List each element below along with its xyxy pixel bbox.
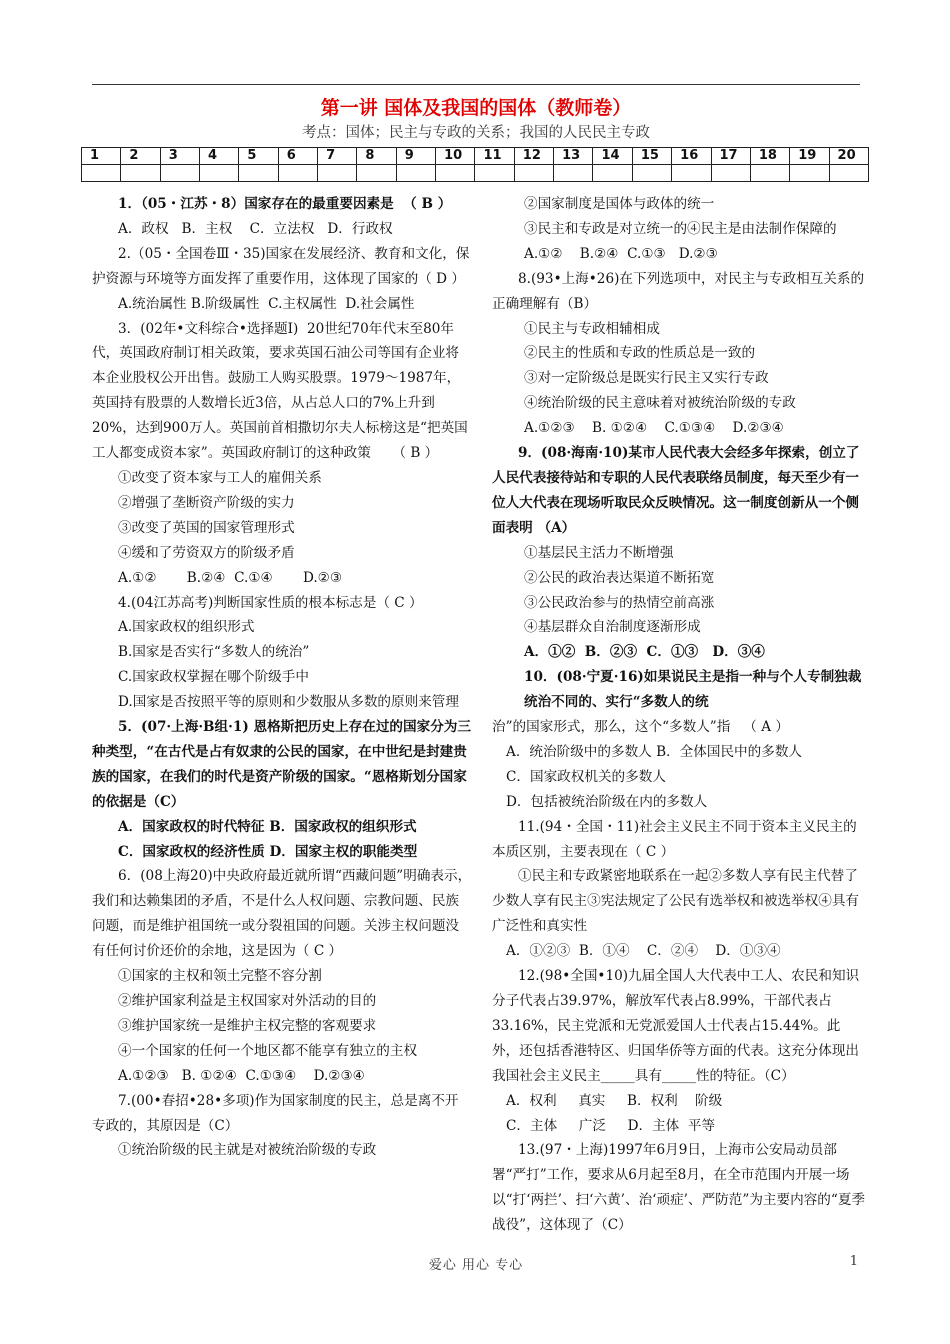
question-line: 7.(00•春招•28•多项)作为国家制度的民主，总是离不开专政的，其原因是（C） [92, 1092, 459, 1134]
question-line: 11.(94・全国・11)社会主义民主不同于资本主义民主的本质区别，主要表现在（ C ） [492, 818, 857, 860]
question-line: ①国家的主权和领土完整不容分割 [118, 968, 322, 985]
question-line: C．主体 广泛 D．主体 平等 [506, 1117, 716, 1134]
question-line: 10．(08·宁夏·16)如果说民主是指一种与个人专制独裁统治不同的、实行“多数人的统 [524, 669, 862, 711]
question-line: 1．（05・江苏・8）国家存在的最重要因素是 （ B ） [118, 196, 452, 212]
question-line: 3．(02年•文科综合•选择题Ⅰ) 20世纪70年代末至80年代，英国政府制订相关政策，要求英国石油公司等国有企业将本企业股权公开出售。鼓励工人购买股票。1979～1987年，英国持有股票的人数增长近3倍，从占总人口的7%上升到20%，达到900万人。英国前首相撒切尔夫人标榜这是“把英国工人都变成资本家”。英国政府制订的这种政策 （ B ） [92, 320, 468, 462]
question-line: 8.(93•上海•26)在下列选项中，对民主与专政相互关系的正确理解有（B） [492, 270, 865, 312]
answer-number-cell: 5 [239, 148, 278, 165]
answer-blank-cell [475, 165, 514, 182]
answer-blank-cell [239, 165, 278, 182]
answer-blank-cell [82, 165, 121, 182]
answer-number-cell: 11 [475, 148, 514, 165]
question-line: A．权利 真实 B．权利 阶级 [506, 1092, 723, 1109]
question-line: 治”的国家形式，那么，这个“多数人”指 （ A ） [492, 719, 789, 736]
question-line: ②国家制度是国体与政体的统一 [524, 196, 715, 212]
question-line: C．国家政权机关的多数人 [506, 768, 666, 785]
page-title: 第一讲 国体及我国的国体（教师卷） [320, 97, 632, 119]
answer-table-header-row [82, 148, 869, 165]
answer-number-cell: 20 [829, 148, 868, 165]
answer-number-cell: 10 [436, 148, 475, 165]
question-line: ①改变了资本家与工人的雇佣关系 [118, 469, 322, 486]
question-line: ②公民的政治表达渠道不断拓宽 [524, 569, 715, 586]
question-line: ②维护国家利益是主权国家对外活动的目的 [118, 993, 377, 1009]
answer-blank-cell [593, 165, 632, 182]
question-line: ③民主和专政是对立统一的④民主是由法制作保障的 [524, 220, 837, 237]
question-line: A.统治属性 B.阶级属性 C.主权属性 D.社会属性 [118, 295, 415, 312]
left-column [92, 192, 472, 1163]
answer-number-cell: 13 [554, 148, 593, 165]
question-line: A.①② B.②④ C.①④ D.②③ [118, 569, 343, 586]
answer-blank-cell [318, 165, 357, 182]
footer-motto: 爱心 用心 专心 [428, 1258, 524, 1273]
answer-number-cell: 4 [200, 148, 239, 165]
answer-blank-cell [672, 165, 711, 182]
question-line: 2.（05・全国卷Ⅲ・35)国家在发展经济、教育和文化，保护资源与环境等方面发挥了重要作用，这体现了国家的（ D ） [92, 245, 470, 287]
question-line: ①民主和专政紧密地联系在一起②多数人享有民主代替了少数人享有民主③宪法规定了公民有选举权和被选举权④具有广泛性和真实性 [492, 868, 860, 935]
answer-blank-cell [121, 165, 160, 182]
question-line: ③公民政治参与的热情空前高涨 [524, 594, 715, 611]
question-line: 4.(04江苏高考)判断国家性质的根本标志是（ C ） [118, 594, 423, 611]
answer-number-cell: 14 [593, 148, 632, 165]
question-line: D．包括被统治阶级在内的多数人 [506, 793, 708, 810]
answer-blank-cell [436, 165, 475, 182]
answer-blank-cell [200, 165, 239, 182]
question-line: 13.(97・上海)1997年6月9日，上海市公安局动员部署“严打”工作，要求从6月起至8月，在全市范围内开展一场以“打‘两拦’、扫‘六黄’、治‘顽症’、严防范”为主要内容的“夏季战役”，这体现了（C） [492, 1142, 866, 1234]
question-line: 6．(08上海20)中央政府最近就所谓“西藏问题”明确表示，我们和达赖集团的矛盾，不是什么人权问题、宗教问题、民族问题，而是维护祖国统一或分裂祖国的问题。关涉主权问题没有任何讨价还价的余地，这是因为（ C ） [92, 868, 472, 960]
question-line: A．①② B．②③ C．①③ D．③④ [524, 644, 765, 661]
answer-blank-cell [750, 165, 789, 182]
question-line: C．国家政权的经济性质 D．国家主权的职能类型 [118, 843, 418, 860]
question-line: ④缓和了劳资双方的阶级矛盾 [118, 544, 295, 561]
question-line: ②民主的性质和专政的性质总是一致的 [524, 345, 756, 362]
page-number: 1 [849, 1254, 858, 1269]
question-line: A．政权 B．主权 C．立法权 D．行政权 [118, 220, 393, 237]
answer-number-cell: 8 [357, 148, 396, 165]
question-line: ③对一定阶级总是既实行民主又实行专政 [524, 370, 769, 387]
question-line: 12.(98•全国•10)九届全国人大代表中工人、农民和知识分子代表占39.97%，解放军代表占8.99%，干部代表占33.16%，民主党派和无党派爱国人士代表占15.44%。此外，还包括香港特区、归国华侨等方面的代表。这充分体现出我国社会主义民主_____具有_____性的特征。（C） [492, 968, 860, 1084]
question-line: B.国家是否实行“多数人的统治” [118, 644, 310, 661]
question-line: ①统治阶级的民主就是对被统治阶级的专政 [118, 1142, 377, 1159]
question-line: A.①②③ B. ①②④ C.①③④ D.②③④ [118, 1067, 365, 1084]
answer-blank-cell [514, 165, 553, 182]
answer-blank-cell [357, 165, 396, 182]
answer-blank-cell [711, 165, 750, 182]
answer-number-cell: 19 [790, 148, 829, 165]
question-line: ③维护国家统一是维护主权完整的客观要求 [118, 1017, 377, 1034]
answer-table-blank-row [82, 165, 869, 182]
answer-number-cell: 2 [121, 148, 160, 165]
page-subtitle: 考点：国体；民主与专政的关系；我国的人民民主专政 [302, 125, 650, 141]
answer-number-cell: 3 [160, 148, 199, 165]
question-line: A．国家政权的时代特征 B．国家政权的组织形式 [118, 818, 417, 835]
question-line: 9．(08·海南·10)某市人民代表大会经多年探索，创立了人民代表接待站和专职的人民代表联络员制度，每天至少有一位人大代表在现场听取民众反映情况。这一制度创新从一个侧面表明 （A） [492, 445, 860, 536]
answer-number-cell: 1 [82, 148, 121, 165]
question-line: D.国家是否按照平等的原则和少数服从多数的原则来管理 [118, 694, 459, 711]
answer-blank-cell [632, 165, 671, 182]
question-line: ④一个国家的任何一个地区都不能享有独立的主权 [118, 1042, 418, 1059]
answer-blank-cell [396, 165, 435, 182]
answer-blank-cell [554, 165, 593, 182]
answer-number-cell: 6 [278, 148, 317, 165]
answer-number-cell: 16 [672, 148, 711, 165]
answer-blank-cell [278, 165, 317, 182]
question-line: A.①②③ B. ①②④ C.①③④ D.②③④ [524, 420, 784, 437]
question-line: C.国家政权掌握在哪个阶级手中 [118, 669, 309, 686]
answer-blank-cell [160, 165, 199, 182]
question-line: ④基层群众自治制度逐渐形成 [524, 619, 701, 636]
question-line: A．①②③ B．①④ C．②④ D．①③④ [506, 943, 781, 960]
question-line: A.①② B.②④ C.①③ D.②③ [524, 245, 718, 262]
answer-number-cell: 7 [318, 148, 357, 165]
question-line: A.国家政权的组织形式 [118, 619, 255, 636]
question-line: ②增强了垄断资产阶级的实力 [118, 494, 295, 511]
answer-number-cell: 15 [632, 148, 671, 165]
question-line: ①基层民主活力不断增强 [524, 544, 674, 561]
question-line: ④统治阶级的民主意味着对被统治阶级的专政 [524, 395, 796, 412]
top-rule [92, 84, 860, 85]
answer-number-cell: 12 [514, 148, 553, 165]
question-line: A．统治阶级中的多数人 B．全体国民中的多数人 [506, 743, 803, 760]
answer-number-cell: 9 [396, 148, 435, 165]
answer-blank-cell [829, 165, 868, 182]
answer-blank-cell [790, 165, 829, 182]
question-line: ③改变了英国的国家管理形式 [118, 519, 295, 536]
question-line: 5．(07·上海·B组·1) 恩格斯把历史上存在过的国家分为三种类型，“在古代是占有奴隶的公民的国家，在中世纪是封建贵族的国家，在我们的时代是资产阶级的国家。“恩格斯划分国家的依据是（C） [92, 719, 471, 810]
answer-table [81, 147, 869, 182]
answer-number-cell: 17 [711, 148, 750, 165]
answer-number-cell: 18 [750, 148, 789, 165]
question-line: ①民主与专政相辅相成 [524, 320, 660, 337]
right-column [492, 192, 866, 1238]
